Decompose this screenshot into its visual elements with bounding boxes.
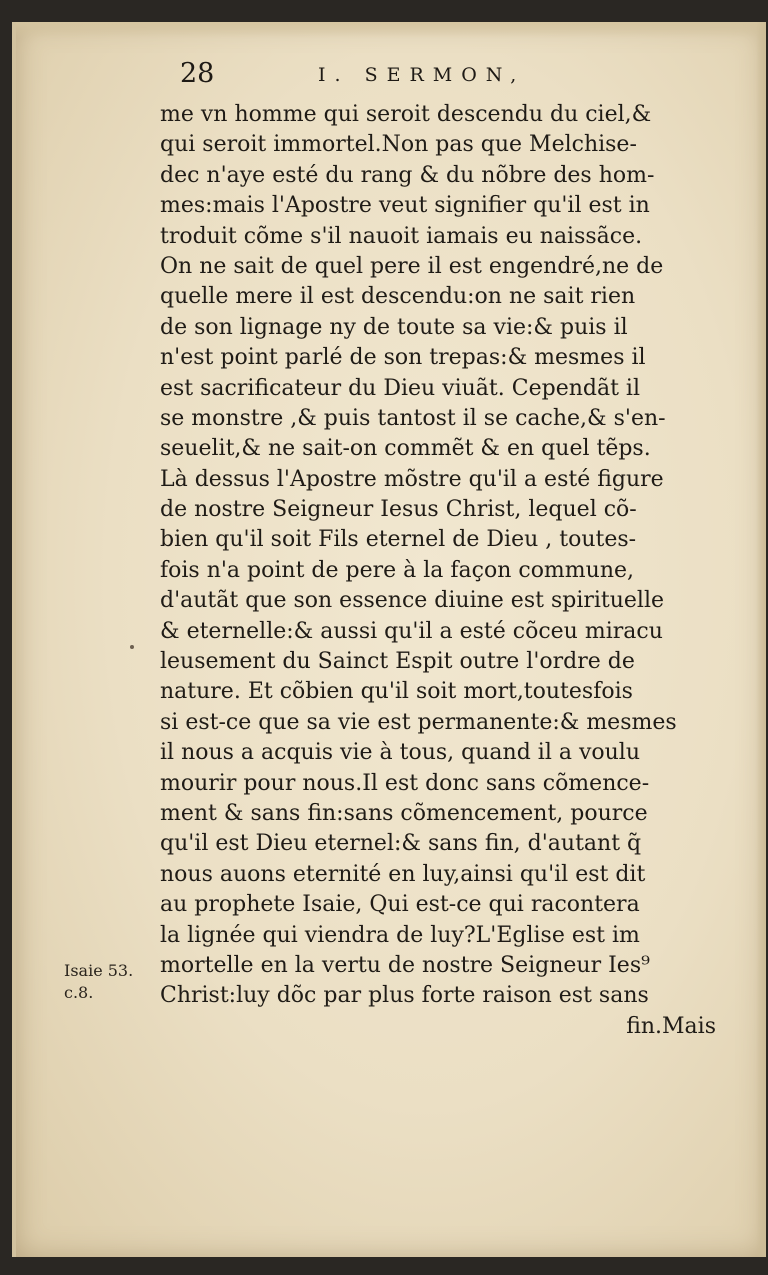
running-head bbox=[168, 58, 708, 98]
text-line: qu'il est Dieu eternel:& sans fin, d'autant q̃ bbox=[160, 831, 642, 857]
page-edge-right bbox=[756, 22, 766, 1257]
text-line: Là dessus l'Apostre mõstre qu'il a esté figure bbox=[160, 466, 664, 492]
text-line: bien qu'il soit Fils eternel de Dieu , toutes- bbox=[160, 527, 637, 553]
text-line: nature. Et cõbien qu'il soit mort,toutesfois bbox=[160, 679, 633, 705]
text-line: ment & sans fin:sans cõmencement, pource bbox=[160, 800, 648, 826]
text-line: nous auons eternité en luy,ainsi qu'il est dit bbox=[160, 861, 646, 887]
text-line: qui seroit immortel.Non pas que Melchise- bbox=[160, 132, 637, 158]
text-line: mourir pour nous.Il est donc sans cõmence- bbox=[160, 770, 650, 796]
text-line: de nostre Seigneur Iesus Christ, lequel cõ- bbox=[160, 497, 637, 523]
text-line: est sacrificateur du Dieu viuãt. Cependãt il bbox=[160, 375, 640, 401]
text-line: troduit cõme s'il nauoit iamais eu naissãce. bbox=[160, 223, 643, 249]
catchword: fin.Mais bbox=[626, 1013, 716, 1039]
text-line: de son lignage ny de toute sa vie:& puis il bbox=[160, 314, 628, 340]
page-edge-top bbox=[16, 22, 766, 38]
running-title: I. SERMON, bbox=[318, 64, 526, 86]
text-line: leusement du Sainct Espit outre l'ordre de bbox=[160, 649, 635, 675]
text-line: & eternelle:& aussi qu'il a esté cõceu miracu bbox=[160, 618, 663, 644]
body-text bbox=[160, 100, 720, 1042]
marginal-note bbox=[64, 960, 154, 1004]
text-line: On ne sait de quel pere il est engendré,ne de bbox=[160, 253, 664, 279]
text-line: mes:mais l'Apostre veut signifier qu'il est in bbox=[160, 193, 650, 219]
marginal-note-chapter: c.8. bbox=[64, 983, 94, 1002]
text-line: fois n'a point de pere à la façon commune, bbox=[160, 557, 635, 583]
text-line: Christ:luy dõc par plus forte raison est sans bbox=[160, 983, 649, 1009]
text-line: si est-ce que sa vie est permanente:& mesmes bbox=[160, 709, 677, 735]
text-line: quelle mere il est descendu:on ne sait rien bbox=[160, 284, 636, 310]
marginal-note-reference: Isaie 53. bbox=[64, 961, 134, 980]
text-line: dec n'aye esté du rang & du nõbre des hom- bbox=[160, 162, 655, 188]
text-line: n'est point parlé de son trepas:& mesmes il bbox=[160, 345, 646, 371]
text-line: seuelit,& ne sait-on commẽt & en quel tẽps. bbox=[160, 436, 651, 462]
text-line: d'autãt que son essence diuine est spirituelle bbox=[160, 588, 665, 614]
text-line: il nous a acquis vie à tous, quand il a voulu bbox=[160, 740, 641, 766]
ink-speck bbox=[130, 645, 134, 649]
text-line: mortelle en la vertu de nostre Seigneur Ies⁹ bbox=[160, 952, 650, 978]
page-number: 28 bbox=[180, 58, 215, 89]
text-line: au prophete Isaie, Qui est-ce qui racontera bbox=[160, 892, 640, 918]
text-line: me vn homme qui seroit descendu du ciel,& bbox=[160, 102, 652, 127]
text-line: se monstre ,& puis tantost il se cache,& s'en- bbox=[160, 405, 666, 431]
text-line: la lignée qui viendra de luy?L'Eglise est im bbox=[160, 922, 640, 948]
